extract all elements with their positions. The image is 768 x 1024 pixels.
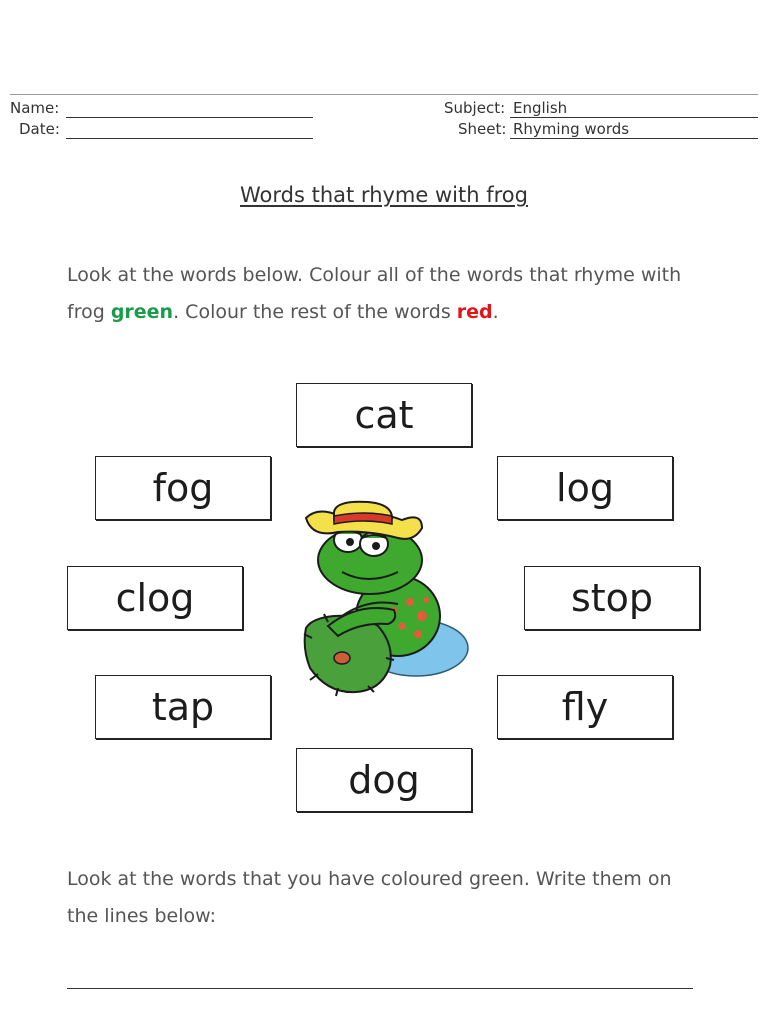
worksheet-title: Words that rhyme with frog [240, 183, 528, 207]
date-line[interactable] [66, 138, 313, 139]
subject-label: Subject: [444, 99, 506, 117]
word-box-stop[interactable]: stop [524, 566, 700, 630]
name-label: Name: [10, 99, 60, 117]
green-keyword: green [110, 301, 174, 323]
subject-line [510, 117, 758, 118]
word-box-dog[interactable]: dog [296, 748, 472, 812]
frog-illustration-icon [298, 498, 470, 698]
instructions: Look at the words below. Colour all of the words that rhyme with frog green. Colour the rest of the words red. [67, 264, 682, 323]
sheet-label: Sheet: [458, 120, 507, 138]
sheet-line [510, 138, 758, 139]
name-line[interactable] [66, 117, 313, 118]
word-box-fog[interactable]: fog [95, 456, 271, 520]
word-box-cat[interactable]: cat [296, 383, 472, 447]
answer-line[interactable] [67, 988, 693, 989]
sheet-value: Rhyming words [513, 120, 630, 138]
word-box-tap[interactable]: tap [95, 675, 271, 739]
word-box-log[interactable]: log [497, 456, 673, 520]
word-box-fly[interactable]: fly [497, 675, 673, 739]
header-divider [10, 94, 758, 95]
word-box-clog[interactable]: clog [67, 566, 243, 630]
date-label: Date: [19, 120, 60, 138]
subject-value: English [513, 99, 568, 117]
followup-instructions: Look at the words that you have coloured green. Write them on the lines below: [67, 868, 672, 927]
red-keyword: red [456, 301, 493, 323]
